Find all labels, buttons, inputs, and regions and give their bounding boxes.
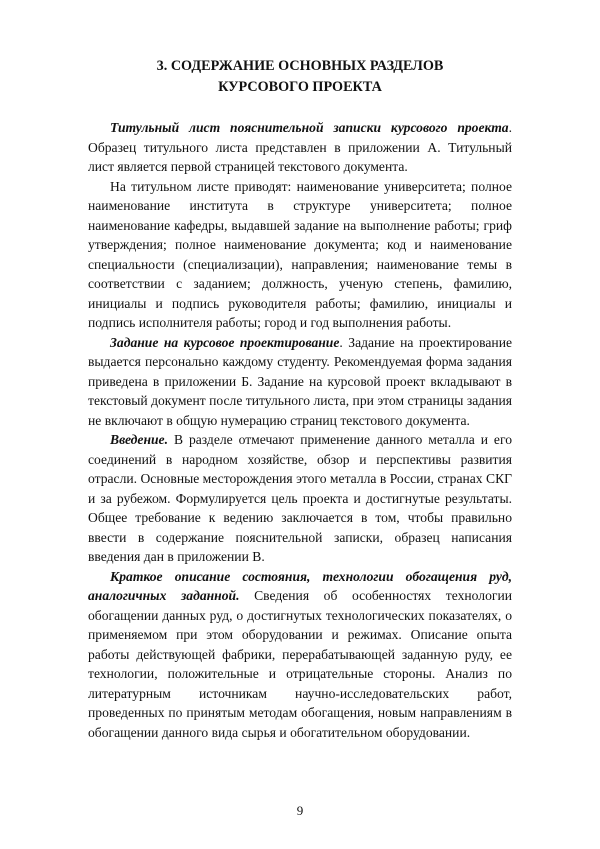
section-heading-line-2: КУРСОВОГО ПРОЕКТА <box>218 79 382 95</box>
paragraph-lead: Титульный лист пояснительной записки курсового проекта <box>110 120 509 135</box>
paragraph-title-page-contents <box>88 177 512 333</box>
paragraph-assignment <box>88 333 512 431</box>
paragraph-text: . Образец титульного листа представлен в приложении А. Титульный лист является первой страницей текстового документа. <box>88 120 512 174</box>
paragraph-lead: Краткое описание состояния, технологии обогащения руд, аналогичных заданной. <box>88 568 512 603</box>
paragraph-introduction <box>88 430 512 567</box>
paragraph-title-page <box>88 118 512 177</box>
paragraph-text: . Задание на проектирование выдается персонально каждому студенту. Рекомендуемая форма задания приведена в приложении Б. Задание на курсовой проект вкладывают в текстовый документ после титульного листа, при этом страницы задания не включают в общую нумерацию страниц текстового документа. <box>88 334 512 428</box>
section-heading <box>88 56 512 98</box>
paragraph-text: Сведения об особенностях технологии обогащении данных руд, о достигнутых технологических показателях, о применяемом при этом оборудовании и режимах. Описание опыта работы действующей фабрики, перерабатывающей заданную руду, ее технологии, положительные и отрицательные стороны. Анализ по литературным источникам научно-исследовательских работ, проведенных по принятым методам обогащения, новым направлениям в обогащении данного вида сырья и обогатительном оборудовании. <box>88 588 512 740</box>
paragraph-text: На титульном листе приводят: наименование университета; полное наименование института в структуре университета; полное наименование кафедры, выдавшей задание на выполнение работы; гриф утверждения; полное наименование документа; код и наименование специальности (специализации), направления; наименование темы в соответствии с заданием; должность, ученую степень, фамилию, инициалы и подпись руководителя работы; фамилию, инициалы и подпись исполнителя работы; город и год выполнения работы. <box>88 178 512 330</box>
page-number: 9 <box>296 803 304 818</box>
section-heading-line-1: 3. СОДЕРЖАНИЕ ОСНОВНЫХ РАЗДЕЛОВ <box>156 58 444 74</box>
paragraph-text: В разделе отмечают применение данного металла и его соединений в народном хозяйстве, обзор и перспективы развития отрасли. Основные месторождения этого металла в России, странах СКГ и за рубежом. Формулируется цель проекта и достигнутые результаты. Общее требование к ведению заключается в том, чтобы правильно ввести в содержание пояснительной записки, образец написания введения дан в приложении В. <box>88 432 512 564</box>
paragraph-lead: Задание на курсовое проектирование <box>110 334 340 350</box>
paragraph-technology-overview <box>88 567 512 743</box>
document-page <box>88 56 512 742</box>
paragraph-lead: Введение. <box>110 432 168 447</box>
